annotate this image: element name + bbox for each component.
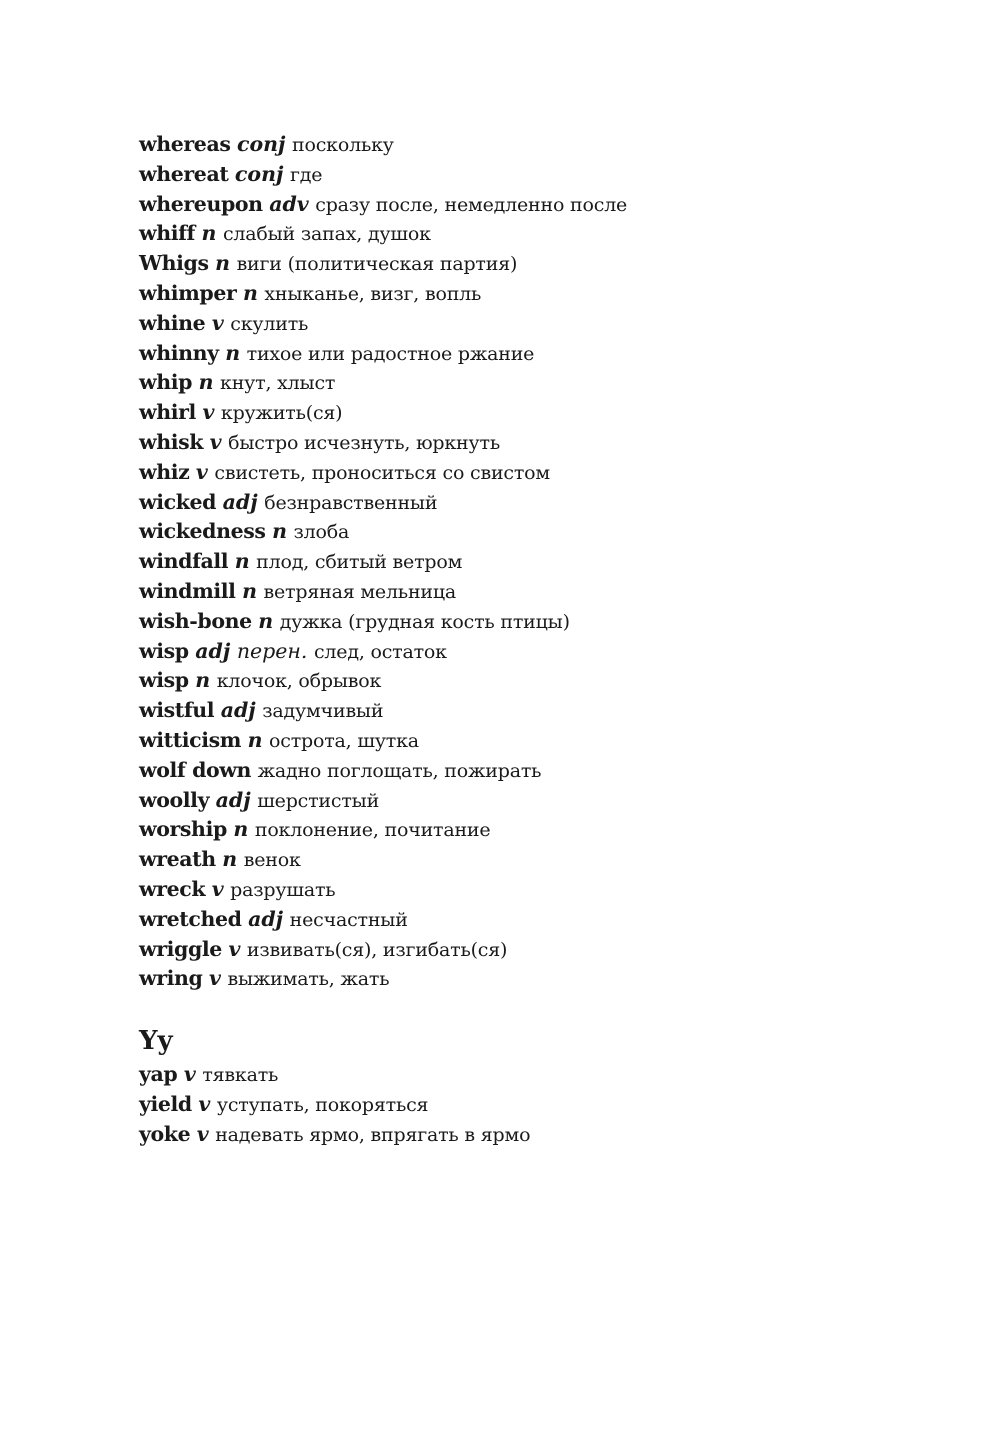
dictionary-entry [139,517,959,547]
dictionary-entry [139,1120,959,1150]
headword: whinny [139,340,219,365]
dictionary-entry [139,488,959,518]
part-of-speech: conj [237,132,286,156]
translation: тявкать [202,1064,279,1087]
part-of-speech: n [233,817,249,842]
headword: yield [139,1091,192,1116]
translation: поскольку [292,134,394,156]
headword: whereas [139,132,231,156]
part-of-speech: n [247,727,263,752]
headword: Whigs [139,251,209,276]
translation: злоба [293,521,350,544]
dictionary-entry [139,547,959,577]
part-of-speech: adj [248,906,284,931]
translation: виги (политическая партия) [236,253,518,276]
headword: witticism [139,727,242,752]
translation: где [289,163,323,186]
part-of-speech: n [272,519,287,544]
translation: ветряная мельница [263,580,457,603]
headword: whereat [139,161,229,186]
dictionary-entry [139,845,959,875]
part-of-speech: adj [222,489,258,514]
dictionary-entry [139,1090,959,1120]
part-of-speech: n [258,608,274,633]
dictionary-entry [139,964,959,994]
part-of-speech: v [198,1091,211,1116]
translation: кружить(ся) [220,402,343,425]
entry-list-y [139,1060,959,1149]
dictionary-entry [139,458,959,488]
headword: wickedness [139,519,266,544]
section-heading: Yy [139,1026,173,1057]
headword: yoke [139,1121,191,1146]
dictionary-entry [139,696,959,726]
dictionary-entry [139,815,959,845]
dictionary-entry [139,935,959,965]
translation: венок [243,849,301,872]
part-of-speech: v [211,310,224,335]
part-of-speech: n [222,847,238,872]
headword: whip [139,370,193,395]
headword: wretched [139,906,242,931]
dictionary-entry [139,756,959,786]
part-of-speech: v [211,876,224,901]
part-of-speech: n [201,221,217,246]
translation: уступать, покоряться [216,1093,429,1116]
headword: whirl [139,400,196,425]
dictionary-entry [139,190,959,220]
dictionary-entry [139,637,959,667]
dictionary-entry [139,1060,959,1090]
headword: wisp [139,668,189,693]
translation: быстро исчезнуть, юркнуть [228,431,500,454]
translation: извивать(ся), изгибать(ся) [246,938,508,961]
part-of-speech: v [209,966,221,991]
translation: тихое или радостное ржание [246,342,535,365]
usage-label: перен. [236,638,308,663]
translation: плод, сбитый ветром [256,551,463,574]
part-of-speech: n [234,549,250,574]
dictionary-entry [139,875,959,905]
part-of-speech: v [195,459,208,484]
part-of-speech: n [225,340,241,365]
part-of-speech: n [242,578,257,603]
dictionary-entry [139,577,959,607]
translation: жадно поглощать, пожирать [257,759,542,782]
part-of-speech: v [183,1062,196,1087]
translation: кнут, хлыст [220,372,336,395]
part-of-speech: adj [195,638,231,663]
entry-list-w [139,130,959,994]
dictionary-entry [139,398,959,428]
part-of-speech: v [228,936,241,961]
headword: whine [139,310,206,335]
headword: yap [139,1062,178,1087]
part-of-speech: v [196,1121,209,1146]
headword: wriggle [139,936,222,961]
part-of-speech: v [202,400,215,425]
translation: свистеть, проноситься со свистом [214,461,550,484]
part-of-speech: n [195,668,211,693]
part-of-speech: n [198,370,214,395]
headword: wicked [139,489,217,514]
headword: whiff [139,221,195,246]
dictionary-entry [139,130,959,160]
dictionary-entry [139,726,959,756]
translation: разрушать [230,878,336,901]
part-of-speech: n [215,251,231,276]
translation: надевать ярмо, впрягать в ярмо [215,1123,531,1146]
translation: клочок, обрывок [216,670,382,693]
headword: worship [139,817,227,842]
dictionary-entry [139,905,959,935]
part-of-speech: adj [220,698,256,723]
translation: выжимать, жать [227,968,390,991]
translation: безнравственный [264,491,438,514]
headword: wolf down [139,757,252,782]
translation: след, остаток [313,640,447,663]
translation: хныканье, визг, вопль [264,282,482,305]
dictionary-entry [139,219,959,249]
translation: дужка (грудная кость птицы) [279,610,570,633]
headword: wish-bone [139,608,252,633]
headword: whimper [139,280,237,305]
translation: острота, шутка [269,729,419,752]
dictionary-entry [139,786,959,816]
translation: скулить [230,312,309,335]
part-of-speech: adv [269,191,309,216]
headword: whiz [139,459,190,484]
translation: слабый запах, душок [222,223,431,246]
dictionary-entry [139,428,959,458]
part-of-speech: adj [215,787,251,812]
headword: wring [139,966,203,991]
translation: задумчивый [262,700,384,723]
part-of-speech: v [209,429,222,454]
dictionary-page [139,130,959,1150]
headword: wistful [139,698,215,723]
translation: поклонение, почитание [254,819,491,842]
dictionary-entry [139,666,959,696]
dictionary-entry [139,339,959,369]
dictionary-entry [139,279,959,309]
headword: whisk [139,429,204,454]
headword: wreck [139,876,206,901]
headword: windmill [139,578,236,603]
headword: woolly [139,787,210,812]
dictionary-entry [139,368,959,398]
translation: шерстистый [257,789,380,812]
dictionary-entry [139,607,959,637]
dictionary-entry [139,309,959,339]
dictionary-entry [139,249,959,279]
part-of-speech: conj [234,161,284,186]
headword: windfall [139,549,229,574]
dictionary-entry [139,160,959,190]
headword: whereupon [139,191,263,216]
translation: сразу после, немедленно после [315,193,628,216]
headword: wisp [139,638,189,663]
translation: несчастный [289,908,408,931]
headword: wreath [139,847,216,872]
part-of-speech: n [242,280,258,305]
